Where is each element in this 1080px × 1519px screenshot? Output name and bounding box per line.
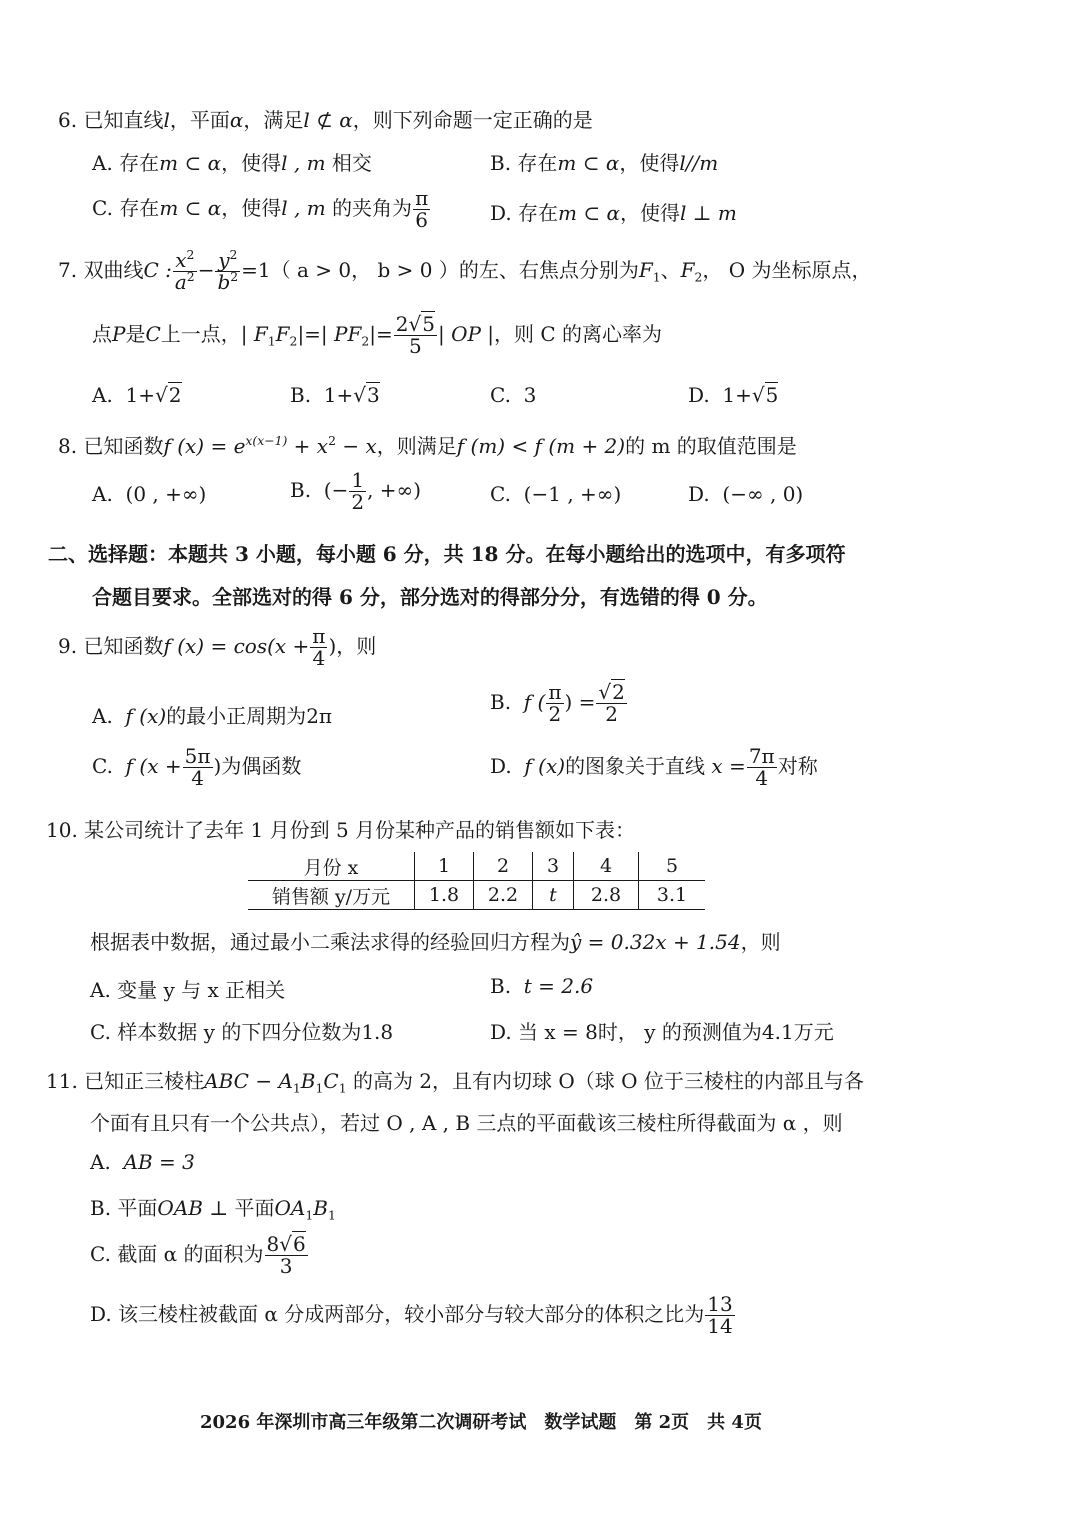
table-cell: 1.8 xyxy=(415,881,474,910)
section2-heading-line2: 合题目要求。全部选对的得 6 分，部分选对的得部分分，有选错的得 0 分。 xyxy=(92,585,768,609)
q9-option-a: A. f (x)的最小正周期为2π xyxy=(92,704,333,728)
page-footer: 2026 年深圳市高三年级第二次调研考试 数学试题 第 2页 共 4页 xyxy=(200,1412,762,1433)
table-header-cell: 5 xyxy=(639,852,706,881)
table-cell: 3.1 xyxy=(639,881,706,910)
table-cell: 销售额 y/万元 xyxy=(248,881,415,910)
q11-line1: 11. 已知正三棱柱ABC − $A_1B_1C_1$ 的高为 2，且有内切球 O（球 O 位于三棱柱的内部且与各 xyxy=(46,1069,864,1096)
q6-c-fraction: $\frac{\pi}{6}$ xyxy=(415,186,429,232)
q10-table xyxy=(248,852,705,910)
q6-option-d: D. 存在m ⊂ α，使得l ⊥ m xyxy=(490,201,737,225)
q9-option-d: D. f (x)的图象关于直线 x = $\frac{7\pi}{4}$ 对称 xyxy=(490,744,818,790)
q7-line1: 7. 双曲线C : $\frac{x^2}{a^2}$ − $\frac{y^2}{b^2}$ =1（ a > 0， b > 0 ）的左、右焦点分别为$F_1$、$F_2$， O 为坐标原点， xyxy=(58,246,872,294)
q10-regression-line: 根据表中数据，通过最小二乘法求得的经验回归方程为ŷ = 0.32x + 1.54，则 xyxy=(90,930,781,954)
table-header-cell: 3 xyxy=(533,852,574,881)
q10-option-b: B. t = 2.6 xyxy=(490,974,594,998)
table-header-cell: 1 xyxy=(415,852,474,881)
q6-option-a: A. 存在m ⊂ α，使得l , m 相交 xyxy=(92,151,372,175)
q8-option-b: B. (− $\frac{1}{2}$ , +∞) xyxy=(290,468,422,514)
q8-stem: 8. 已知函数f $(x) = e^{x(x-1)} + x^2 - x$，则满足f (m) < f (m + 2)的 m 的取值范围是 xyxy=(58,432,797,458)
table-cell: t xyxy=(533,881,574,910)
q8-option-a: A. (0 , +∞) xyxy=(92,482,207,506)
q10-option-a: A. 变量 y 与 x 正相关 xyxy=(90,978,286,1002)
q11-line2: 个面有且只有一个公共点），若过 O , A , B 三点的平面截该三棱柱所得截面为 α ，则 xyxy=(90,1111,843,1135)
q7-line2: 点P是C上一点，| $F_1F_2|=|$ $PF_2|=$ $\frac{2√5}{5}$ | OP |，则 C 的离心率为 xyxy=(92,312,663,358)
q11-option-a: A. AB = 3 xyxy=(90,1150,195,1174)
section2-heading-line1: 二、选择题：本题共 3 小题，每小题 6 分，共 18 分。在每小题给出的选项中，有多项符 xyxy=(48,542,846,566)
q7-option-a: A. 1+√2 xyxy=(92,383,182,407)
q6-option-b: B. 存在m ⊂ α，使得l//m xyxy=(490,151,719,175)
q7-option-d: D. 1+√5 xyxy=(688,383,779,407)
q7-option-c: C. 3 xyxy=(490,383,537,407)
table-header-cell: 月份 x xyxy=(248,852,415,881)
table-cell: 2.2 xyxy=(474,881,533,910)
q11-option-d: D. 该三棱柱被截面 α 分成两部分，较小部分与较大部分的体积之比为 $\frac{13}{14}$ xyxy=(90,1292,733,1338)
q8-option-c: C. (−1 , +∞) xyxy=(490,482,622,506)
q10-stem: 10. 某公司统计了去年 1 月份到 5 月份某种产品的销售额如下表： xyxy=(46,818,636,842)
q8-option-d: D. (−∞ , 0) xyxy=(688,482,804,506)
table-header-cell: 2 xyxy=(474,852,533,881)
q9-option-b: B. f ( $\frac{\pi}{2}$ ) = $\frac{√2}{2}$ xyxy=(490,680,625,726)
q6-option-c: C. 存在m ⊂ α，使得l , m 的夹角为 $\frac{\pi}{6}$ xyxy=(92,186,429,232)
q9-option-c: C. f (x + $\frac{5\pi}{4}$ )为偶函数 xyxy=(92,744,302,790)
q9-stem: 9. 已知函数f (x) = cos(x + $\frac{\pi}{4}$ )，则 xyxy=(58,624,377,670)
q6-stem: 6. 已知直线l，平面α，满足l ⊄ α，则下列命题一定正确的是 xyxy=(58,108,593,132)
q7-fraction: $\frac{2√5}{5}$ xyxy=(395,312,435,358)
table-header-cell: 4 xyxy=(574,852,639,881)
q11-option-c: C. 截面 α 的面积为 $\frac{8√6}{3}$ xyxy=(90,1232,306,1278)
q11-option-b: B. 平面OAB ⊥ 平面$OA_1B_1$ xyxy=(90,1196,336,1223)
q10-option-c: C. 样本数据 y 的下四分位数为1.8 xyxy=(90,1020,394,1044)
q10-option-d: D. 当 x = 8时， y 的预测值为4.1万元 xyxy=(490,1020,834,1044)
table-cell: 2.8 xyxy=(574,881,639,910)
q7-option-b: B. 1+√3 xyxy=(290,383,380,407)
